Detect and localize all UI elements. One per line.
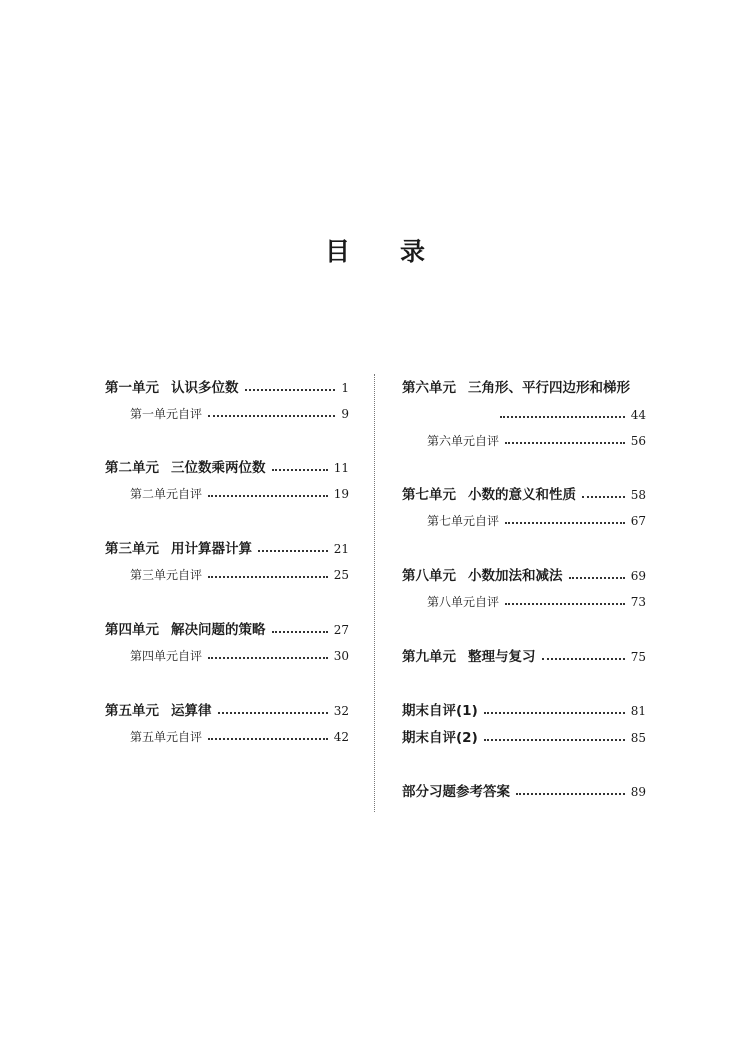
leader-dots: [505, 442, 625, 444]
leader-dots: [542, 658, 625, 660]
toc-entry-unit-2[interactable]: [105, 456, 349, 476]
review-label: 第三单元自评: [130, 568, 203, 582]
page-number: 42: [333, 730, 349, 744]
unit-number: 第七单元: [402, 487, 456, 503]
unit-title: 认识多位数: [171, 380, 239, 396]
title-char-1: 目: [324, 237, 350, 266]
unit-title: 小数的意义和性质: [468, 487, 576, 503]
leader-dots: [208, 495, 328, 497]
leader-dots: [208, 738, 328, 740]
page-number: 9: [341, 407, 349, 421]
toc-entry-unit-8-review[interactable]: [402, 590, 646, 610]
unit-number: 第三单元: [105, 541, 159, 557]
page-number: 11: [333, 461, 349, 475]
unit-title: 三角形、平行四边形和梯形: [468, 380, 630, 396]
unit-number: 第二单元: [105, 460, 159, 476]
leader-dots: [272, 631, 328, 633]
review-label: 第五单元自评: [130, 730, 203, 744]
toc-entry-unit-8[interactable]: [402, 564, 646, 584]
review-label: 第四单元自评: [130, 649, 203, 663]
leader-dots: [208, 576, 328, 578]
leader-dots: [505, 603, 625, 605]
review-label: 第七单元自评: [427, 514, 500, 528]
review-label: 第一单元自评: [130, 407, 203, 421]
page-number: 67: [630, 514, 646, 528]
leader-dots: [258, 550, 328, 552]
toc-entry-unit-5-review[interactable]: [105, 725, 349, 745]
review-label: 第二单元自评: [130, 487, 203, 501]
leader-dots: [208, 657, 328, 659]
leader-dots: [569, 577, 625, 579]
entry-title: 期末自评(1): [402, 703, 478, 719]
unit-number: 第六单元: [402, 380, 456, 396]
unit-number: 第八单元: [402, 568, 456, 584]
leader-dots: [484, 739, 625, 741]
unit-title: 解决问题的策略: [171, 622, 266, 638]
leader-dots: [245, 389, 336, 391]
toc-entry-unit-1-review[interactable]: [105, 402, 349, 422]
title-char-2: 录: [400, 237, 426, 266]
toc-entry-unit-3[interactable]: [105, 537, 349, 557]
page-number: 30: [333, 649, 349, 663]
leader-dots: [208, 415, 335, 417]
toc-entry-unit-2-review[interactable]: [105, 482, 349, 502]
page-number: 32: [333, 704, 349, 718]
page-number: 81: [630, 704, 646, 718]
toc-entry-unit-6-continuation[interactable]: [402, 403, 646, 423]
page-number: 58: [630, 488, 646, 502]
toc-entry-answers[interactable]: [402, 780, 646, 800]
toc-entry-unit-4[interactable]: [105, 618, 349, 638]
entry-title: 部分习题参考答案: [402, 784, 510, 800]
unit-number: 第九单元: [402, 649, 456, 665]
unit-title: 用计算器计算: [171, 541, 252, 557]
page-title: [0, 232, 750, 268]
leader-dots: [484, 712, 625, 714]
toc-entry-final-review-1[interactable]: [402, 699, 646, 719]
leader-dots: [505, 522, 625, 524]
toc-entry-unit-7[interactable]: [402, 483, 646, 503]
toc-entry-unit-3-review[interactable]: [105, 563, 349, 583]
toc-entry-unit-6-review[interactable]: [402, 429, 646, 449]
page-number: 56: [630, 434, 646, 448]
page-number: 44: [630, 408, 646, 422]
page-number: 21: [333, 542, 349, 556]
unit-title: 整理与复习: [468, 649, 536, 665]
page-number: 25: [333, 568, 349, 582]
toc-entry-final-review-2[interactable]: [402, 726, 646, 746]
toc-entry-unit-6[interactable]: [402, 376, 646, 396]
review-label: 第六单元自评: [427, 434, 500, 448]
leader-dots: [516, 793, 625, 795]
page-number: 89: [630, 785, 646, 799]
leader-dots: [272, 469, 328, 471]
page-number: 27: [333, 623, 349, 637]
page-number: 73: [630, 595, 646, 609]
toc-entry-unit-5[interactable]: [105, 699, 349, 719]
leader-dots: [500, 416, 625, 418]
toc-entry-unit-1[interactable]: [105, 376, 349, 396]
column-divider: [374, 374, 375, 812]
page-number: 85: [630, 731, 646, 745]
toc-entry-unit-7-review[interactable]: [402, 509, 646, 529]
toc-entry-unit-4-review[interactable]: [105, 644, 349, 664]
leader-dots: [582, 496, 625, 498]
page-number: 75: [630, 650, 646, 664]
unit-title: 运算律: [171, 703, 212, 719]
unit-number: 第四单元: [105, 622, 159, 638]
unit-number: 第一单元: [105, 380, 159, 396]
page-number: 69: [630, 569, 646, 583]
page-number: 19: [333, 487, 349, 501]
unit-number: 第五单元: [105, 703, 159, 719]
unit-title: 三位数乘两位数: [171, 460, 266, 476]
toc-entry-unit-9[interactable]: [402, 645, 646, 665]
leader-dots: [218, 712, 328, 714]
page-number: 1: [341, 381, 349, 395]
entry-title: 期末自评(2): [402, 730, 478, 746]
review-label: 第八单元自评: [427, 595, 500, 609]
unit-title: 小数加法和减法: [468, 568, 563, 584]
